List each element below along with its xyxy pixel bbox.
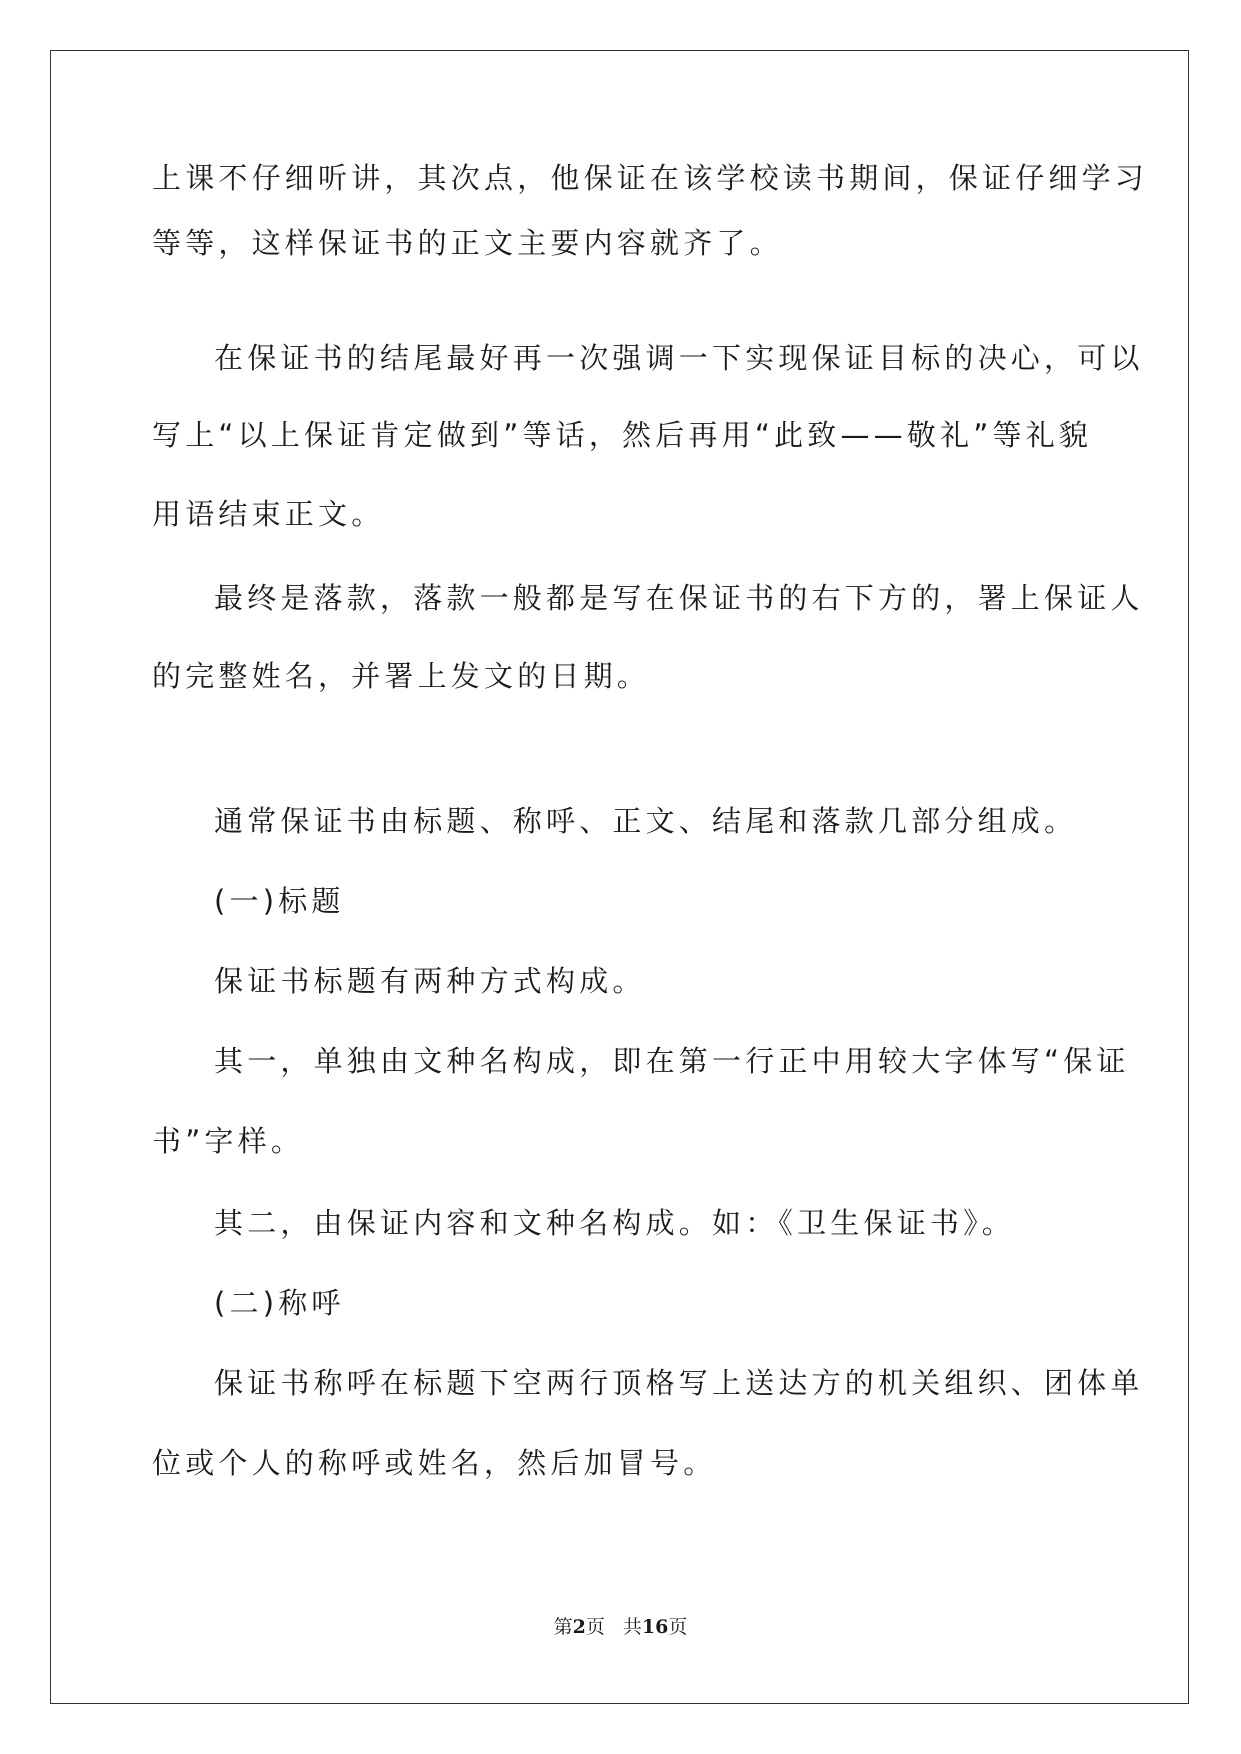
page-number: 2: [572, 1616, 586, 1638]
paragraph-line: 通常保证书由标题、称呼、正文、结尾和落款几部分组成。: [214, 804, 1078, 838]
paragraph-line: 其一，单独由文种名构成，即在第一行正中用较大字体写“保证: [214, 1044, 1130, 1078]
total-suffix: 页: [668, 1616, 688, 1638]
page-prefix: 第: [553, 1616, 573, 1638]
paragraph-line: 其二，由保证内容和文种名构成。如：《卫生保证书》。: [214, 1206, 1016, 1240]
total-prefix: 共: [622, 1616, 642, 1638]
total-pages: 16: [641, 1616, 669, 1638]
paragraph-line: 的完整姓名，并署上发文的日期。: [152, 659, 651, 693]
paragraph-line: 写上“以上保证肯定做到”等话，然后再用“此致——敬礼”等礼貌: [152, 418, 1093, 452]
paragraph-line: 最终是落款，落款一般都是写在保证书的右下方的，署上保证人: [214, 581, 1144, 615]
page-suffix: 页: [585, 1616, 605, 1638]
paragraph-line: 保证书称呼在标题下空两行顶格写上送达方的机关组织、团体单: [214, 1366, 1144, 1400]
paragraph-line: 在保证书的结尾最好再一次强调一下实现保证目标的决心，可以: [214, 341, 1144, 375]
page-footer: [0, 1612, 1241, 1639]
section-heading: (一)标题: [214, 884, 345, 918]
paragraph-line: 上课不仔细听讲，其次点，他保证在该学校读书期间，保证仔细学习: [152, 161, 1149, 195]
paragraph-line: 保证书标题有两种方式构成。: [214, 964, 646, 998]
paragraph-line: 用语结束正文。: [152, 497, 385, 531]
section-heading: (二)称呼: [214, 1286, 345, 1320]
paragraph-line: 位或个人的称呼或姓名，然后加冒号。: [152, 1446, 717, 1480]
paragraph-line: 书”字样。: [152, 1124, 305, 1158]
paragraph-line: 等等，这样保证书的正文主要内容就齐了。: [152, 226, 783, 260]
